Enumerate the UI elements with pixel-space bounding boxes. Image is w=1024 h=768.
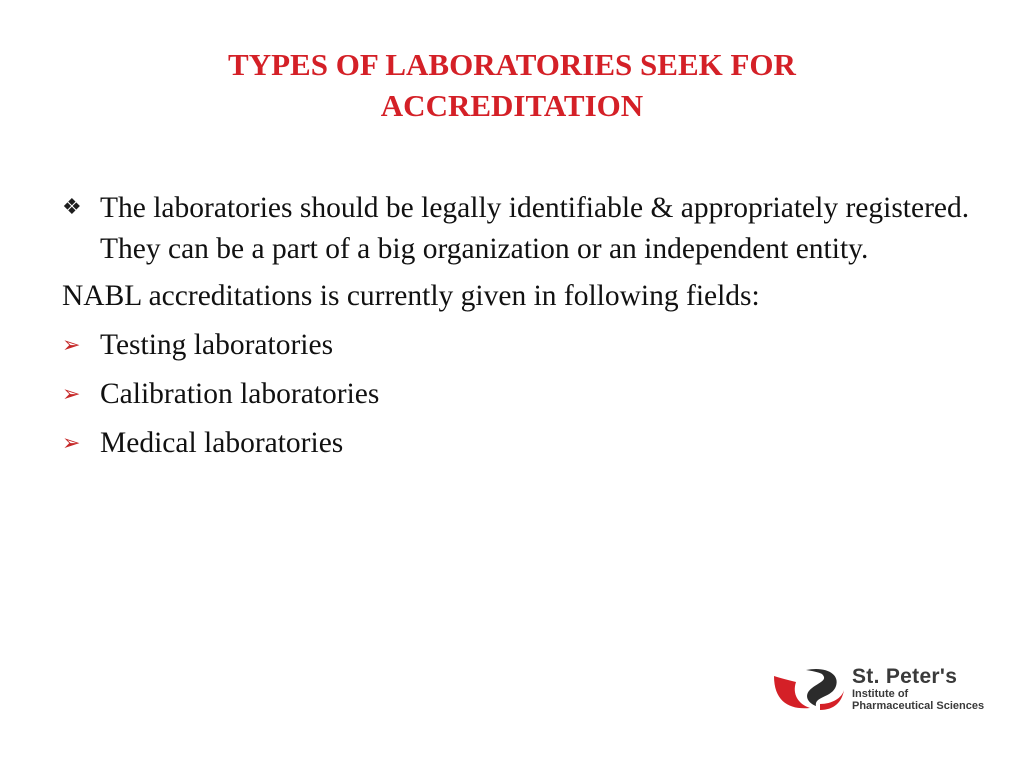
logo-line-1: Institute of <box>852 688 909 700</box>
arrow-bullet-icon: ➢ <box>62 382 81 407</box>
four-diamond-bullet-icon: ❖ <box>62 195 82 220</box>
logo-name: St. Peter's <box>852 665 958 688</box>
fields-list <box>62 325 982 464</box>
logo-text <box>852 666 984 712</box>
title-line-2: ACCREDITATION <box>380 88 644 123</box>
list-item-text: Calibration laboratories <box>100 378 380 410</box>
institute-logo <box>770 664 1010 716</box>
list-item-text: Medical laboratories <box>100 427 344 459</box>
logo-line-2: Pharmaceutical Sciences <box>852 700 985 712</box>
lead-text: NABL accreditations is currently given in following fields: <box>62 280 760 312</box>
arrow-bullet-icon: ➢ <box>62 333 81 358</box>
logo-mark-icon <box>770 664 850 714</box>
intro-bullet-text: The laboratories should be legally identifiable & appropriately registered. They can be a part of a big organization or an independent entity. <box>100 192 970 265</box>
title-line-1: TYPES OF LABORATORIES SEEK FOR <box>228 47 796 82</box>
list-item-text: Testing laboratories <box>100 329 334 361</box>
arrow-bullet-icon: ➢ <box>62 431 81 456</box>
list-item <box>62 374 982 415</box>
slide-body <box>62 188 982 472</box>
intro-bullet <box>62 188 982 270</box>
list-item <box>62 325 982 366</box>
list-item <box>62 423 982 464</box>
slide-title <box>140 44 884 126</box>
